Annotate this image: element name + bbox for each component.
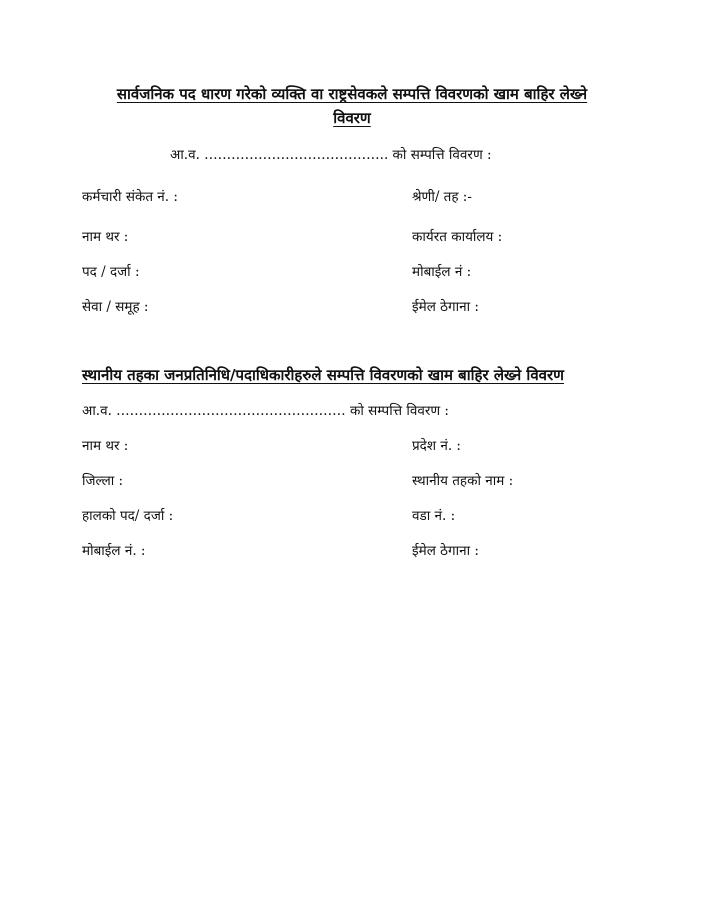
section1-title-line1: सार्वजनिक पद धारण गरेको व्यक्ति वा राष्ट्रसेवकले सम्पत्ति विवरणको खाम बाहिर लेख्ने: [116, 85, 588, 103]
field-service-group: सेवा / समूह :: [82, 299, 149, 315]
field-full-name: नाम थर :: [82, 229, 129, 245]
section2-title: स्थानीय तहका जनप्रतिनिधि/पदाधिकारीहरुले सम्पत्ति विवरणको खाम बाहिर लेख्ने विवरण: [82, 366, 564, 384]
field-local-level-name: स्थानीय तहको नाम :: [412, 473, 514, 489]
field-full-name: नाम थर :: [82, 438, 129, 454]
section1-fiscal-year-line: आ.व. ………………………………….. को सम्पत्ति विवरण :: [170, 147, 492, 163]
field-post-rank: पद / दर्जा :: [82, 264, 140, 280]
field-class-level: श्रेणी/ तह :-: [412, 189, 472, 205]
field-email-address: ईमेल ठेगाना :: [412, 543, 479, 559]
field-ward-number: वडा नं. :: [412, 508, 456, 524]
field-district: जिल्ला :: [82, 473, 124, 489]
field-employee-code: कर्मचारी संकेत नं. :: [82, 189, 178, 205]
section1-title-line2: विवरण: [333, 109, 371, 127]
field-working-office: कार्यरत कार्यालय :: [412, 229, 503, 245]
field-email-address: ईमेल ठेगाना :: [412, 299, 479, 315]
field-province-number: प्रदेश नं. :: [412, 438, 461, 454]
field-current-post-rank: हालको पद/ दर्जा :: [82, 508, 174, 524]
section2-fiscal-year-line: आ.व. …………………………………………… को सम्पत्ति विवरण :: [82, 403, 449, 419]
field-mobile-number: मोबाईल नं :: [412, 264, 472, 280]
field-mobile-number: मोबाईल नं. :: [82, 543, 146, 559]
